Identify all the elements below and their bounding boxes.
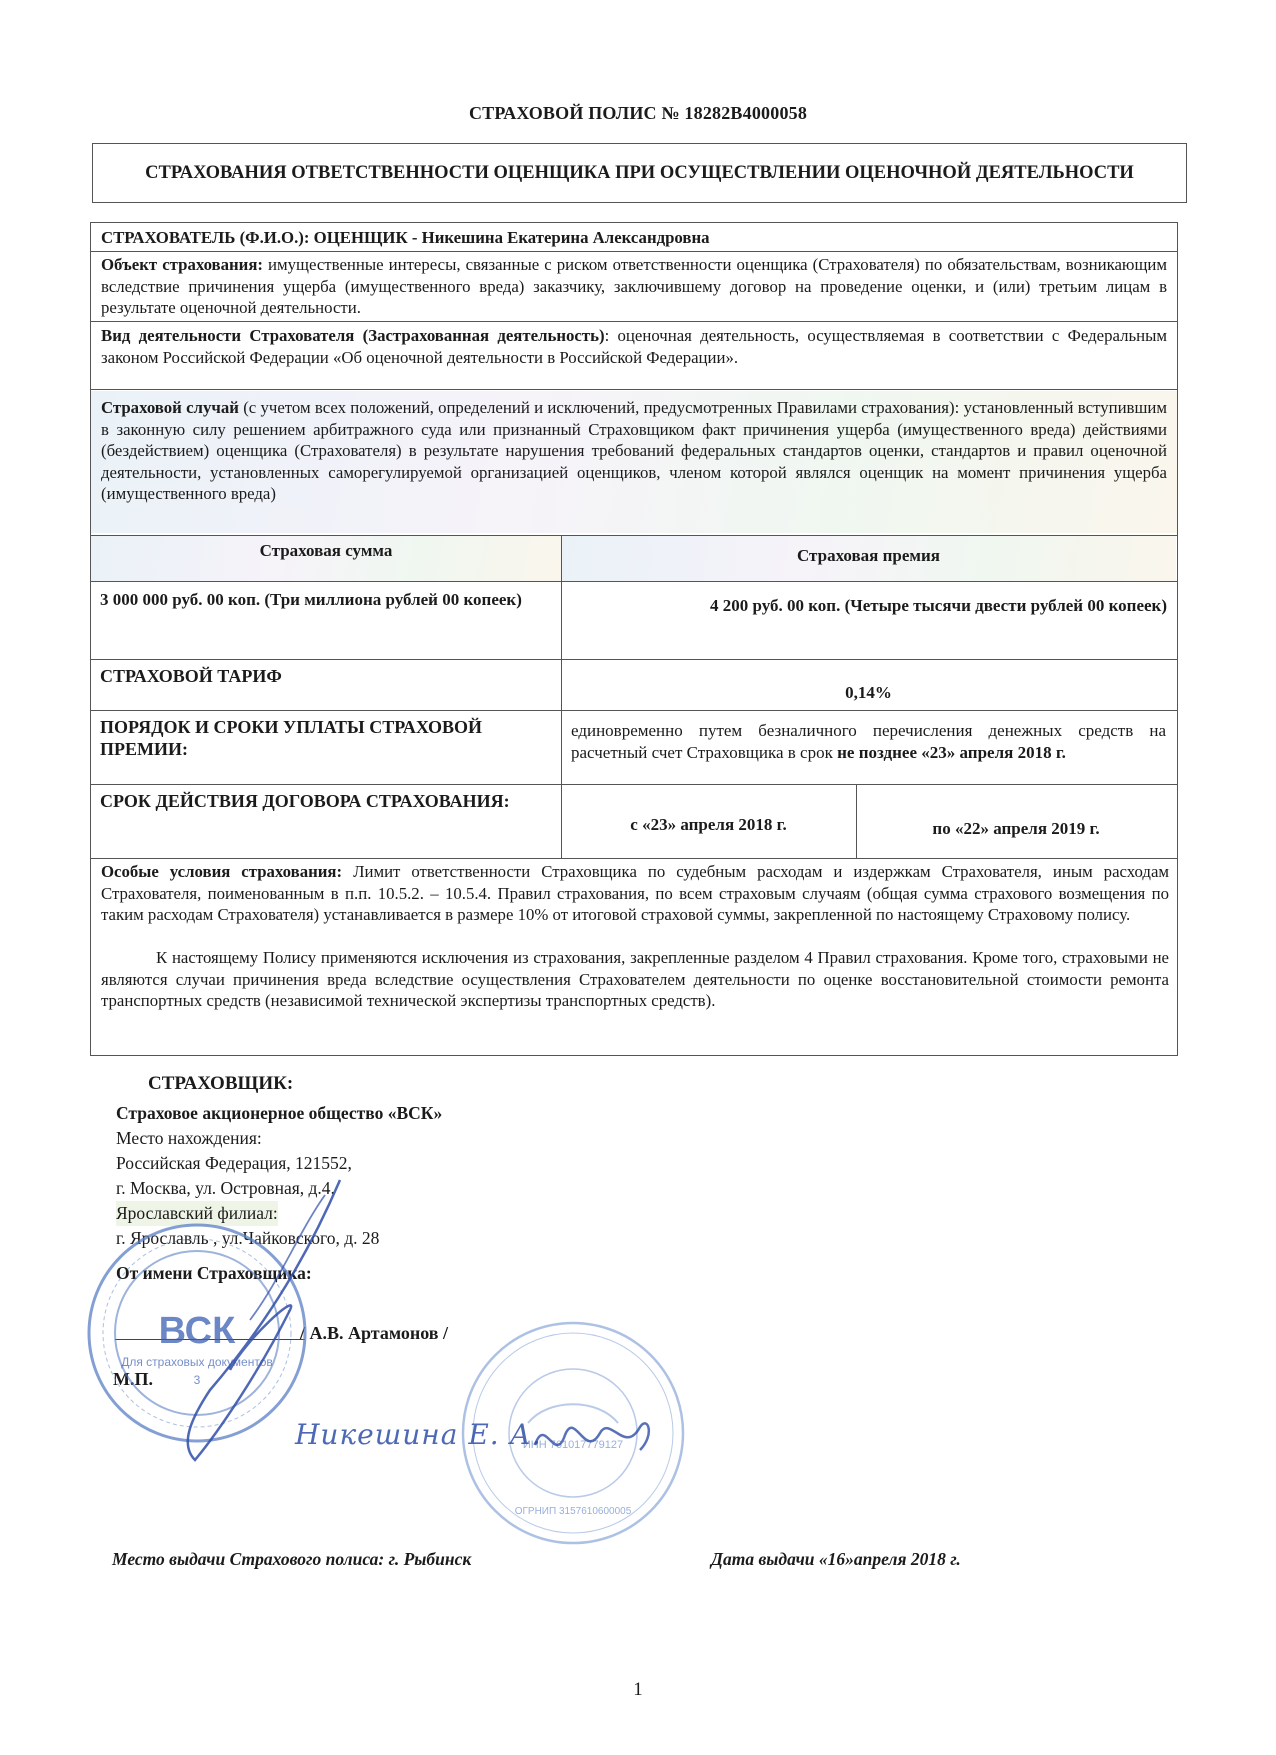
activity-label: Вид деятельности Страхователя (Застрахованная деятельность): [101, 326, 605, 345]
vsk-stamp-number: 3: [193, 1373, 201, 1387]
document-subtitle: [92, 143, 1187, 203]
insured-signature: [530, 1405, 660, 1475]
tariff-label: СТРАХОВОЙ ТАРИФ: [100, 666, 282, 686]
tariff-value: 0,14%: [845, 683, 892, 702]
insured-label: СТРАХОВАТЕЛЬ (Ф.И.О.): ОЦЕНЩИК -: [101, 228, 422, 247]
insurer-address-label: Место нахождения:: [116, 1128, 262, 1148]
special-conditions: [91, 861, 1177, 926]
subtitle-text: СТРАХОВАНИЯ ОТВЕТСТВЕННОСТИ ОЦЕНЩИКА ПРИ ОСУЩЕСТВЛЕНИИ ОЦЕНОЧНОЙ ДЕЯТЕЛЬНОСТИ: [145, 163, 1134, 183]
term-label: СРОК ДЕЙСТВИЯ ДОГОВОРА СТРАХОВАНИЯ:: [100, 791, 510, 811]
handwritten-name: Никешина Е. А.: [295, 1418, 542, 1451]
seal-mark: М.П.: [113, 1369, 153, 1389]
payment-deadline: не позднее «23» апреля 2018 г.: [837, 743, 1066, 762]
document-title: СТРАХОВОЙ ПОЛИС № 18282B4000058: [468, 103, 808, 123]
vsk-stamp-logo: ВСК: [158, 1310, 236, 1352]
signatory-name: / А.В. Артамонов /: [300, 1323, 449, 1343]
event-label: Страховой случай: [101, 398, 239, 417]
activity-text: : оценочная деятельность, осуществляемая в соответствии с Федеральным законом Российской Федерации «Об оценочной деятельности в Российской Федерации».: [101, 326, 1167, 367]
sum-header: Страховая сумма: [91, 536, 561, 581]
insurer-company: Страховое акционерное общество «ВСК»: [116, 1103, 443, 1123]
ip-stamp-ogrn: ОГРНИП 3157610600005: [514, 1506, 632, 1517]
activity-row: [91, 325, 1177, 368]
payment-label: ПОРЯДОК И СРОКИ УПЛАТЫ СТРАХОВОЙ ПРЕМИИ:: [100, 717, 482, 759]
ip-stamp-inn: ИНН 761017779127: [522, 1439, 624, 1451]
term-to: по «22» апреля 2019 г.: [932, 819, 1100, 838]
insured-event-row: [91, 391, 1177, 533]
policy-table: [90, 222, 1178, 1056]
premium-header: Страховая премия: [561, 536, 1176, 581]
on-behalf-label: От имени Страховщика:: [116, 1263, 312, 1283]
insured-name: Никешина Екатерина Александровна: [421, 228, 710, 247]
vsk-stamp-line: Для страховых документов: [121, 1355, 273, 1369]
insurer-branch: Ярославский филиал:: [116, 1201, 278, 1226]
premium-value: 4 200 руб. 00 коп. (Четыре тысячи двести рублей 00 копеек): [709, 596, 1167, 615]
insurer-address-1: Российская Федерация, 121552,: [116, 1153, 352, 1173]
term-from: с «23» апреля 2018 г.: [630, 815, 787, 834]
special-label: Особые условия страхования:: [101, 862, 343, 881]
payment-text: единовременно путем безналичного перечисления денежных средств на расчетный счет Страховщика в срок: [571, 721, 1166, 762]
sum-value: 3 000 000 руб. 00 коп. (Три миллиона рублей 00 копеек): [100, 590, 522, 609]
page-number: 1: [633, 1679, 643, 1700]
payment-text-cell: [561, 716, 1176, 768]
insurer-address-2: г. Москва, ул. Островная, д.4.: [116, 1178, 335, 1198]
special-text: Лимит ответственности Страховщика по судебным расходам и издержкам Страхователя, иным расходам Страхователя, поименованным в п.п. 10.5.2. – 10.5.4. Правил страхования, по всем страховым случаям (общая сумма страхового возмещения по таким расходам Страхователя) устанавливается в размере 10% от итоговой страховой суммы, закрепленной по настоящему Страховому полису.: [101, 862, 1170, 924]
object-row: [91, 254, 1177, 319]
insurer-branch-address: г. Ярославль , ул.Чайковского, д. 28: [116, 1228, 380, 1248]
issue-date: Дата выдачи «16»апреля 2018 г.: [711, 1549, 961, 1569]
event-text: (с учетом всех положений, определений и исключений, предусмотренных Правилами страхования): установленный вступившим в законную силу решением арбитражного суда или признанный Страховщиком факт причинения ущерба (имущественного вреда) действиями (бездействием) оценщика (Страхователя) в результате нарушения требований федеральных стандартов оценки, стандартов и правил оценочной деятельности, установленных саморегулируемой организацией оценщиков, членом которой являлся оценщик на момент причинения ущерба (имущественного вреда): [101, 398, 1167, 503]
insured-row: [91, 227, 1177, 249]
exclusions-paragraph: К настоящему Полису применяются исключения из страхования, закрепленные разделом 4 Правил страхования. Кроме того, страховыми не являются случаи причинения вреда вследствие осуществления Страхователем деятельности по оценке восстановительной стоимости ремонта транспортных средств (независимой технической экспертизы транспортных средств).: [101, 948, 1169, 1010]
object-label: Объект страхования:: [101, 255, 264, 274]
insurer-heading: СТРАХОВЩИК:: [148, 1073, 294, 1094]
issue-place: Место выдачи Страхового полиса: г. Рыбинск: [112, 1549, 472, 1569]
object-text: имущественные интересы, связанные с риском ответственности оценщика (Страхователя) по обязательствам, возникающим вследствие причинения ущерба (имущественного вреда) заказчику, заключившему договор на проведение оценки, и (или) третьим лицам в результате оценочной деятельности.: [101, 255, 1167, 317]
